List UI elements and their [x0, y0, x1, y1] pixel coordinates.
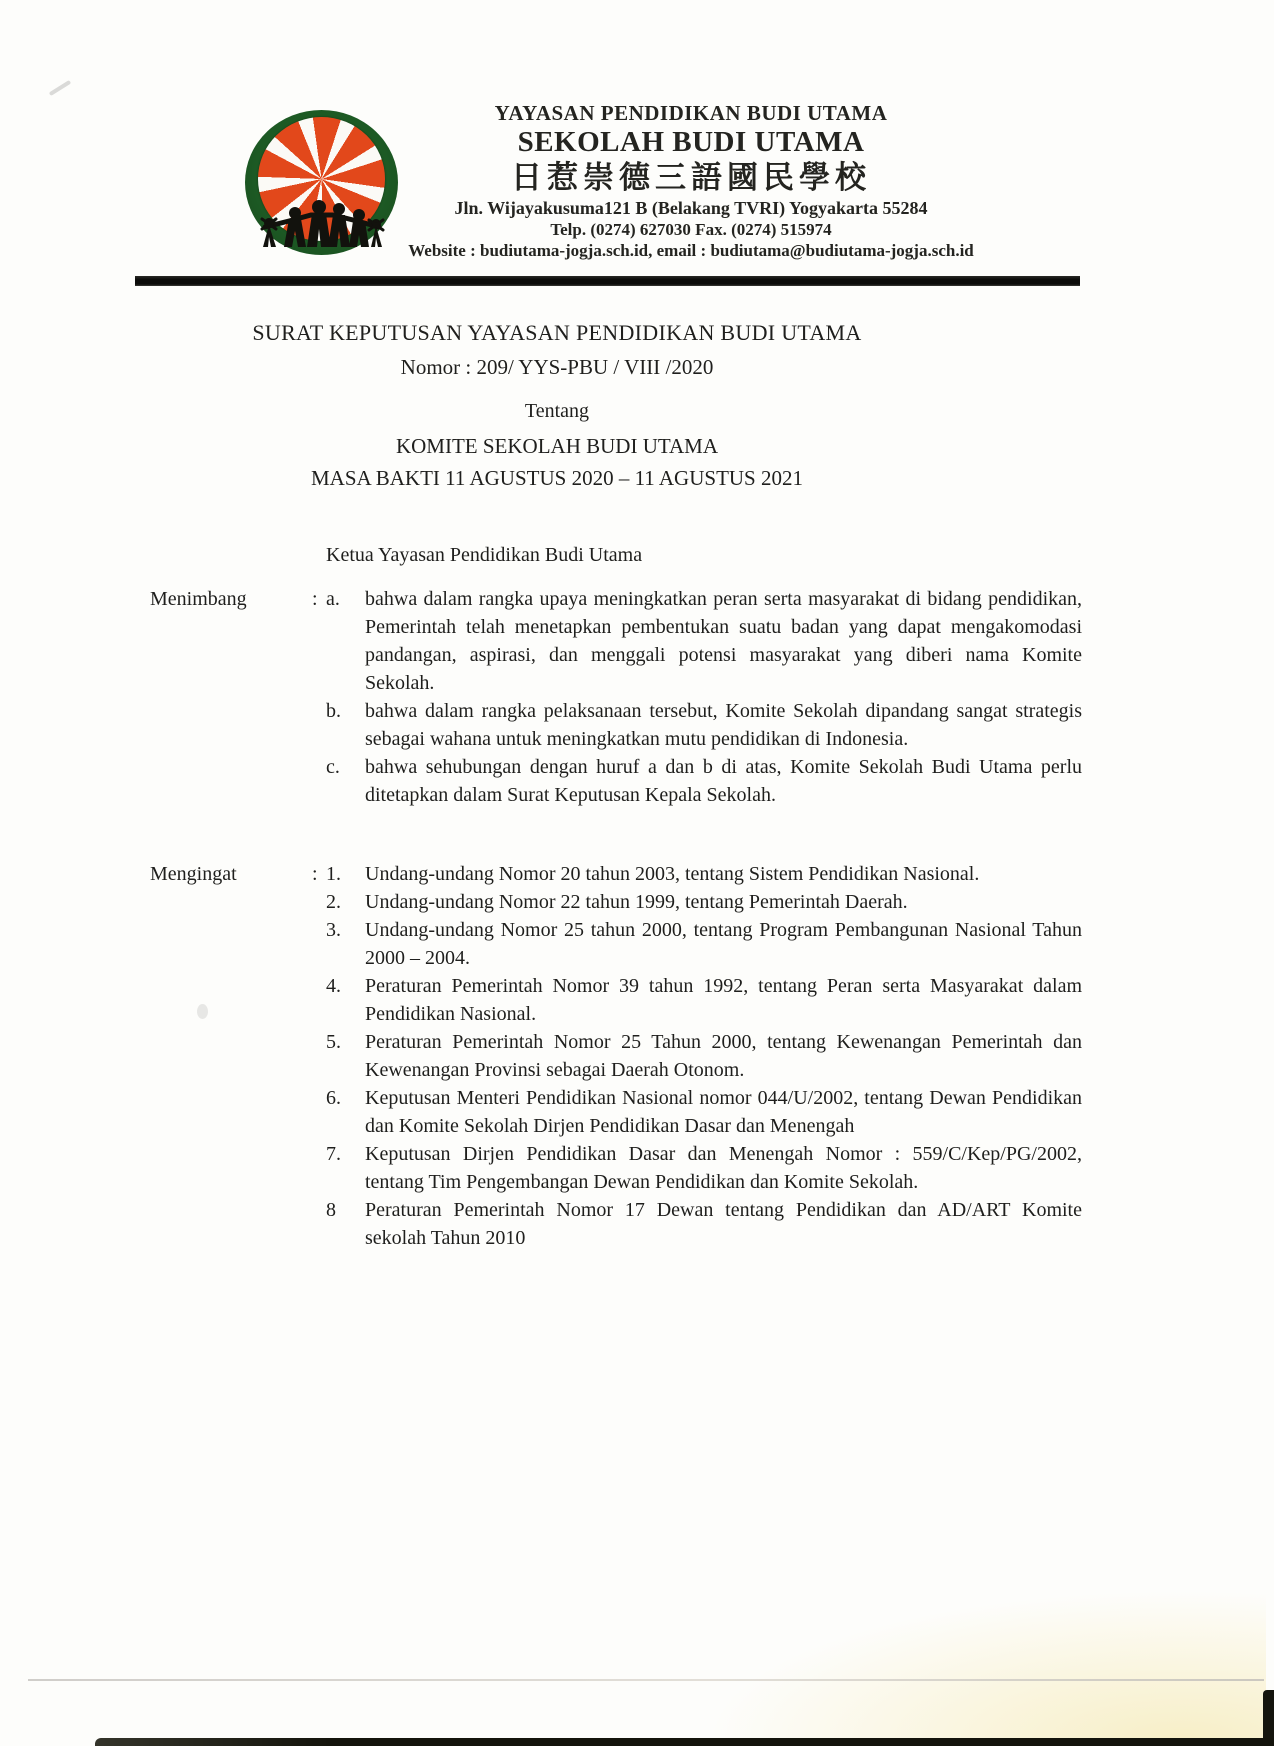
issuer-line: Ketua Yayasan Pendidikan Budi Utama: [326, 544, 643, 566]
school-address: Jln. Wijayakusuma121 B (Belakang TVRI) Yogyakarta 55284: [454, 198, 928, 218]
legal-basis-item: [326, 1140, 1082, 1196]
item-marker: b.: [326, 700, 341, 722]
item-marker: 6.: [326, 1087, 341, 1109]
scan-scratch-artifact: [49, 80, 71, 96]
menimbang-section: [150, 585, 1082, 809]
item-text: bahwa sehubungan dengan huruf a dan b di atas, Komite Sekolah Budi Utama perlu ditetapkan dalam Surat Keputusan Kepala Sekolah.: [365, 756, 1082, 806]
people-silhouette-icon: [259, 197, 385, 249]
item-marker: 7.: [326, 1143, 341, 1165]
consideration-item: [326, 697, 1082, 753]
menimbang-label: Menimbang: [150, 588, 247, 610]
consideration-item: [326, 753, 1082, 809]
school-website-email: Website : budiutama-jogja.sch.id, email : budiutama@budiutama-jogja.sch.id: [408, 241, 974, 260]
item-marker: 4.: [326, 975, 341, 997]
item-marker: 2.: [326, 891, 341, 913]
letterhead-divider: [135, 276, 1080, 286]
item-text: bahwa dalam rangka upaya meningkatkan peran serta masyarakat di bidang pendidikan, Pemerintah telah menetapkan pembentukan suatu badan yang dapat mengakomodasi pandangan, aspirasi, dan menggali potensi masyarakat yang diberi nama Komite Sekolah.: [365, 588, 1082, 694]
item-text: Peraturan Pemerintah Nomor 25 Tahun 2000, tentang Kewenangan Pemerintah dan Kewenangan Provinsi sebagai Daerah Otonom.: [365, 1031, 1082, 1081]
item-text: bahwa dalam rangka pelaksanaan tersebut, Komite Sekolah dipandang sangat strategis sebagai wahana untuk meningkatkan mutu pendidikan di Indonesia.: [365, 700, 1082, 750]
scan-line-artifact: [28, 1679, 1264, 1681]
item-marker: c.: [326, 756, 340, 778]
decree-subject: KOMITE SEKOLAH BUDI UTAMA: [395, 434, 719, 458]
school-phone-fax: Telp. (0274) 627030 Fax. (0274) 515974: [550, 220, 832, 239]
legal-basis-item: [326, 916, 1082, 972]
school-name-chinese: 日惹崇德三語國民學校: [511, 160, 871, 195]
item-text: Peraturan Pemerintah Nomor 39 tahun 1992, tentang Peran serta Masyarakat dalam Pendidikan Nasional.: [365, 975, 1082, 1025]
menimbang-items: [326, 585, 1082, 809]
menimbang-colon: :: [312, 588, 318, 610]
item-text: Undang-undang Nomor 22 tahun 1999, tentang Pemerintah Daerah.: [365, 891, 908, 913]
decree-number: Nomor : 209/ YYS-PBU / VIII /2020: [400, 355, 714, 379]
mengingat-items: [326, 860, 1082, 1252]
scan-edge-bottom: [95, 1738, 1274, 1746]
scan-edge-right: [1263, 1690, 1274, 1746]
legal-basis-item: [326, 860, 1082, 888]
decree-about-label: Tentang: [524, 400, 590, 422]
decree-term: MASA BAKTI 11 AGUSTUS 2020 – 11 AGUSTUS 2021: [310, 466, 803, 490]
item-text: Peraturan Pemerintah Nomor 17 Dewan tentang Pendidikan dan AD/ART Komite sekolah Tahun 2010: [365, 1199, 1082, 1249]
decree-title-block: [0, 316, 1114, 493]
mengingat-label: Mengingat: [150, 863, 237, 885]
letterhead-text: [391, 100, 991, 262]
item-text: Undang-undang Nomor 25 tahun 2000, tentang Program Pembangunan Nasional Tahun 2000 – 2004.: [365, 919, 1082, 969]
consideration-item: [326, 585, 1082, 697]
legal-basis-item: [326, 1084, 1082, 1140]
item-text: Keputusan Menteri Pendidikan Nasional nomor 044/U/2002, tentang Dewan Pendidikan dan Komite Sekolah Dirjen Pendidikan Dasar dan Menengah: [365, 1087, 1082, 1137]
item-marker: 1.: [326, 863, 341, 885]
legal-basis-item: [326, 1196, 1082, 1252]
legal-basis-item: [326, 1028, 1082, 1084]
school-name: SEKOLAH BUDI UTAMA: [517, 126, 865, 158]
item-marker: 5.: [326, 1031, 341, 1053]
item-marker: a.: [326, 588, 340, 610]
legal-basis-item: [326, 888, 1082, 916]
decree-title: SURAT KEPUTUSAN YAYASAN PENDIDIKAN BUDI UTAMA: [252, 320, 862, 345]
item-marker: 3.: [326, 919, 341, 941]
school-logo-icon: [245, 110, 398, 255]
item-text: Undang-undang Nomor 20 tahun 2003, tentang Sistem Pendidikan Nasional.: [365, 863, 980, 885]
mengingat-colon: :: [312, 863, 318, 885]
mengingat-section: [150, 860, 1082, 1252]
scan-shadow-tint: [706, 1590, 1266, 1740]
legal-basis-item: [326, 972, 1082, 1028]
foundation-name: YAYASAN PENDIDIKAN BUDI UTAMA: [494, 101, 888, 125]
item-text: Keputusan Dirjen Pendidikan Dasar dan Menengah Nomor : 559/C/Kep/PG/2002, tentang Tim Pengembangan Dewan Pendidikan dan Komite Sekolah.: [365, 1143, 1082, 1193]
item-marker: 8: [326, 1199, 336, 1221]
